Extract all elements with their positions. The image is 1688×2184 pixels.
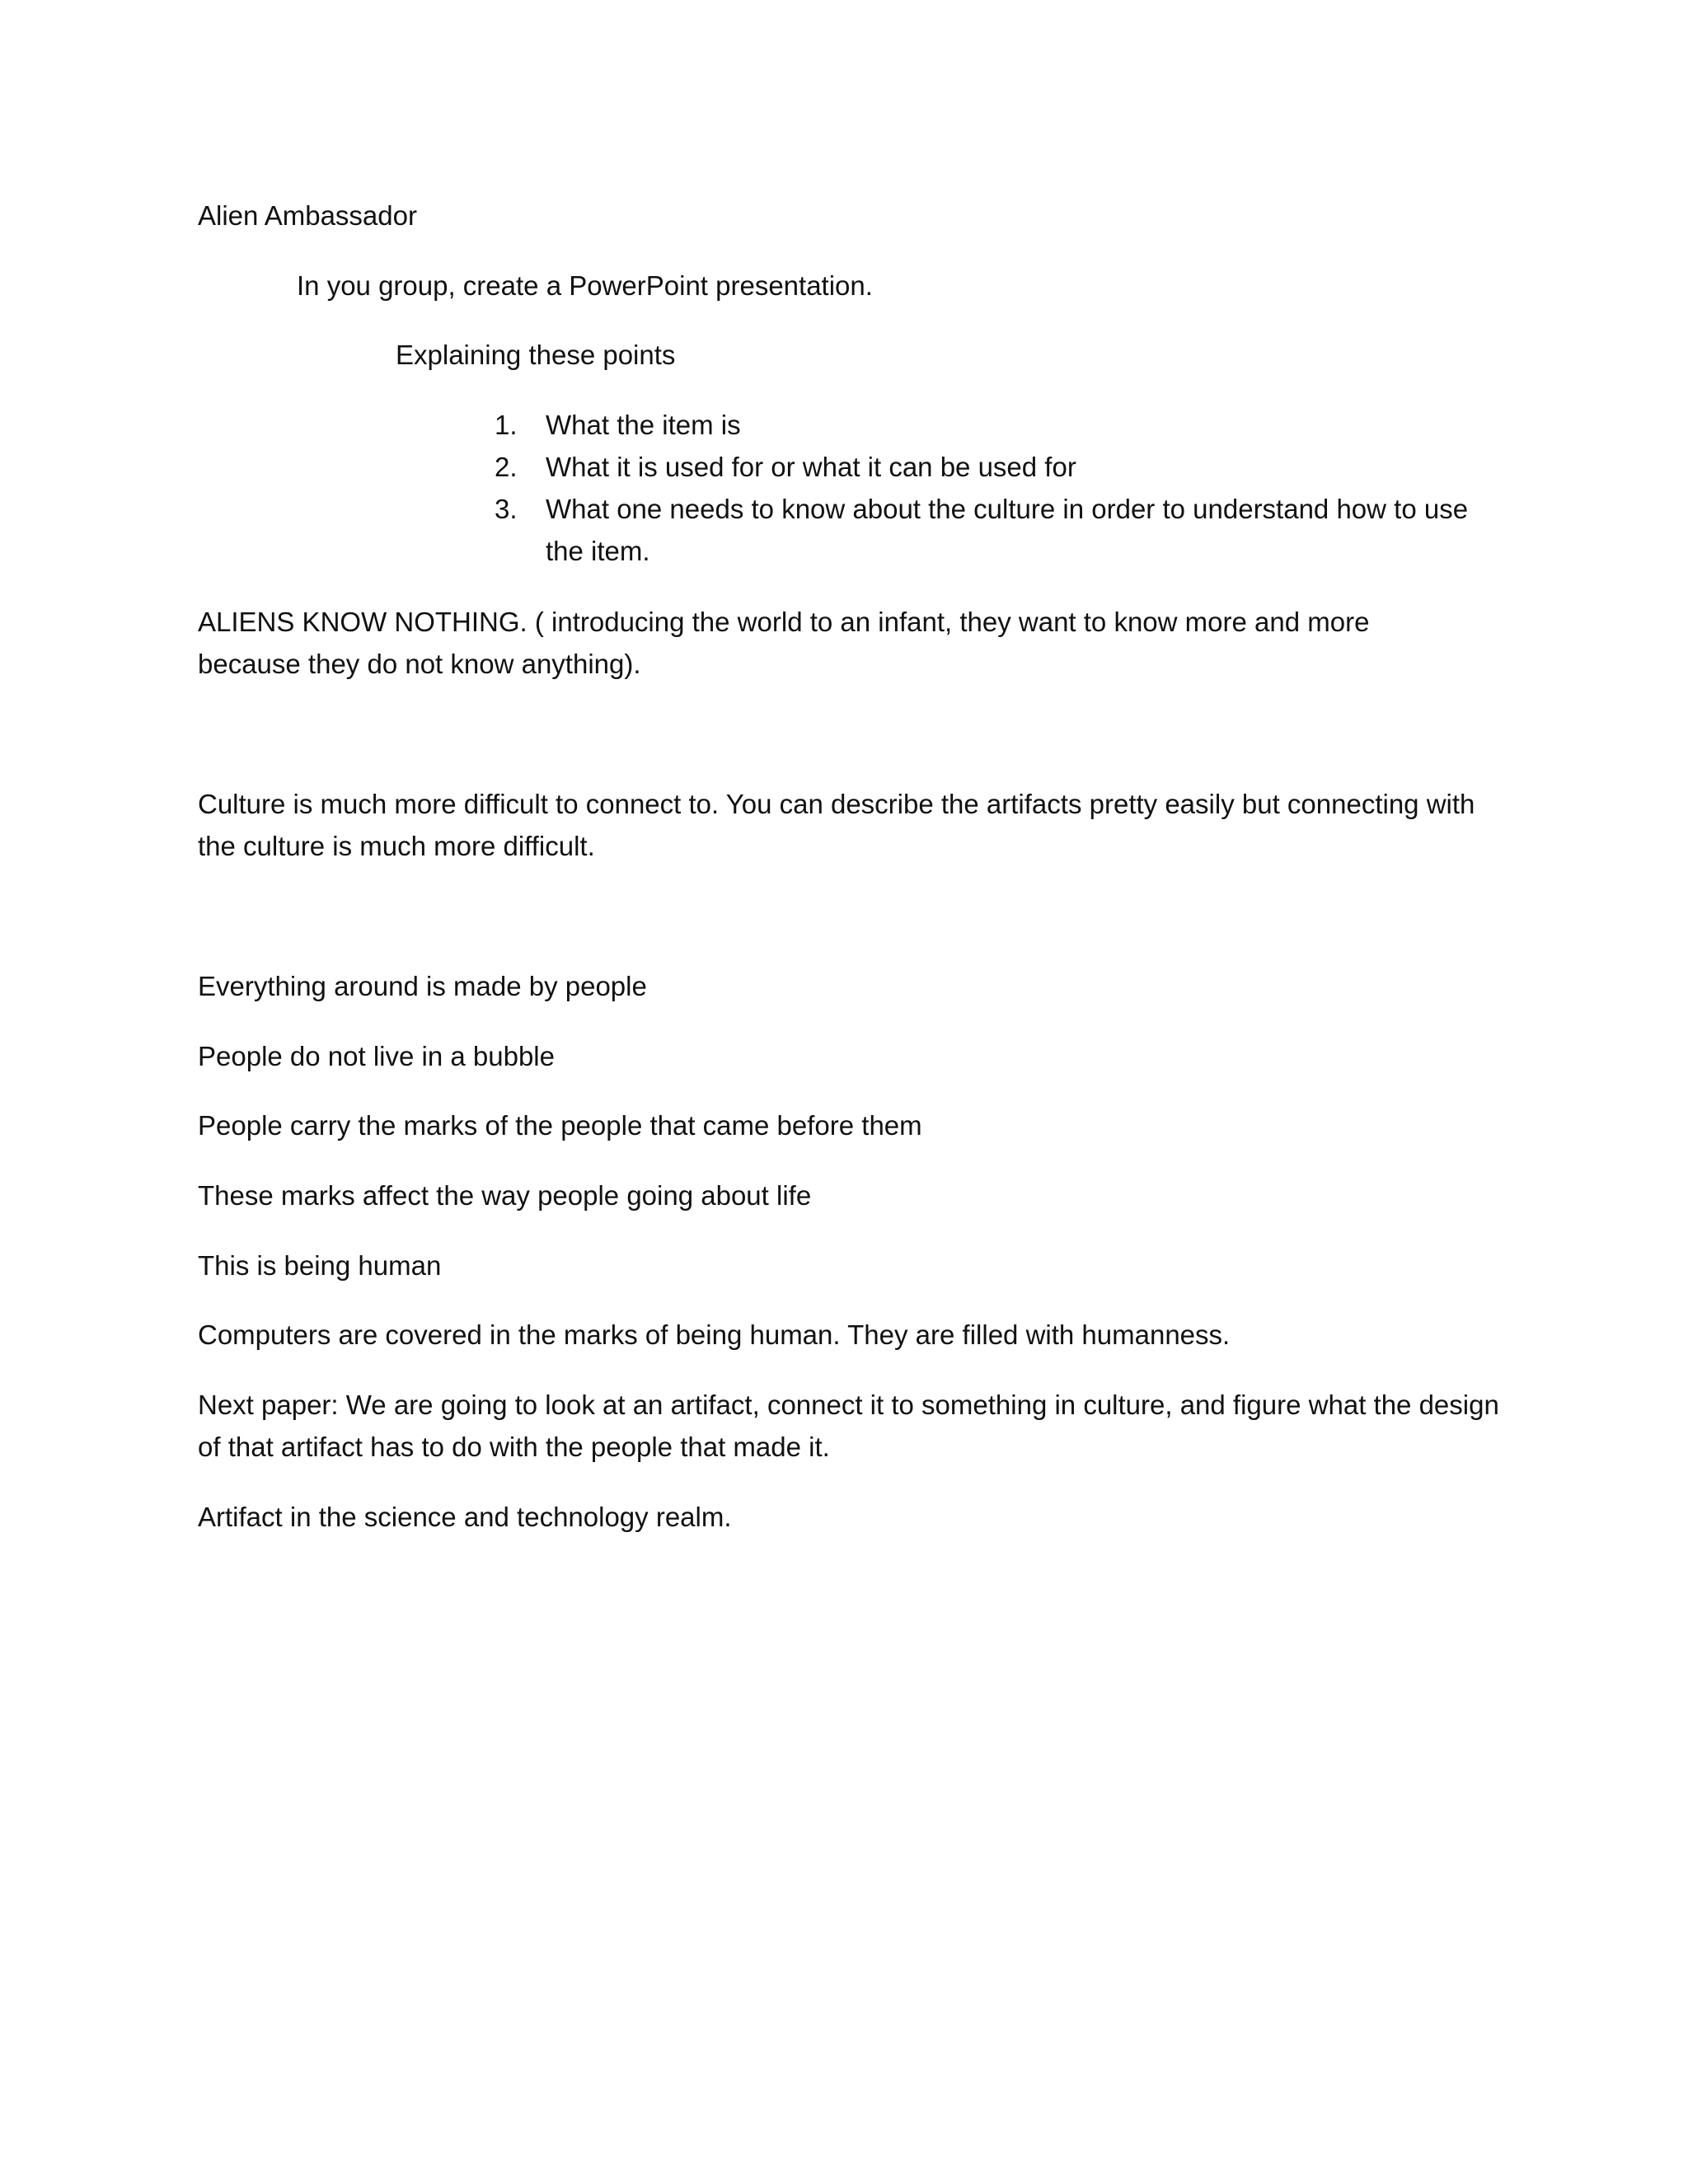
list-item-number: 1. bbox=[495, 410, 518, 440]
statement-line: Computers are covered in the marks of being human. They are filled with humanness. bbox=[198, 1319, 1231, 1350]
list-item-text: What one needs to know about the culture in order to understand how to use the item. bbox=[546, 494, 1469, 566]
list-item-number: 2. bbox=[495, 452, 518, 482]
list-item-text: What the item is bbox=[546, 410, 741, 440]
statement-line: This is being human bbox=[198, 1250, 442, 1281]
list-item-number: 3. bbox=[495, 494, 518, 524]
list-item-text: What it is used for or what it can be used for bbox=[546, 452, 1076, 482]
document-title: Alien Ambassador bbox=[198, 200, 417, 231]
subinstruction-line: Explaining these points bbox=[396, 340, 676, 370]
next-paper-note: Next paper: We are going to look at an artifact, connect it to something in culture, and figure what the design of that artifact has to do with the people that made it. bbox=[198, 1390, 1499, 1462]
statement-line: These marks affect the way people going about life bbox=[198, 1180, 812, 1211]
aliens-note: ALIENS KNOW NOTHING. ( introducing the world to an infant, they want to know more and more because they do not know anything). bbox=[198, 607, 1370, 679]
culture-note: Culture is much more difficult to connect to. You can describe the artifacts pretty easily but connecting with the culture is much more difficult. bbox=[198, 789, 1475, 861]
instruction-line: In you group, create a PowerPoint presentation. bbox=[297, 270, 873, 301]
list-item bbox=[495, 488, 1484, 572]
list-item bbox=[495, 446, 1484, 488]
artifact-note: Artifact in the science and technology realm. bbox=[198, 1502, 732, 1532]
statement-line: People carry the marks of the people that came before them bbox=[198, 1110, 922, 1141]
list-item bbox=[495, 404, 1484, 446]
points-list bbox=[495, 404, 1484, 572]
statement-line: People do not live in a bubble bbox=[198, 1041, 555, 1071]
statement-line: Everything around is made by people bbox=[198, 971, 647, 1001]
